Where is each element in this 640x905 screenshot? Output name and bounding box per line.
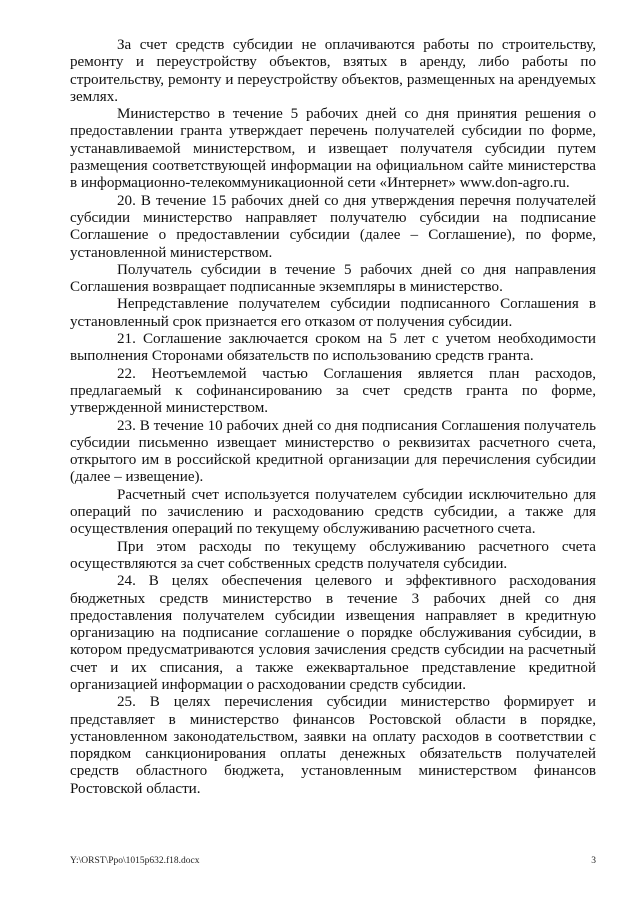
paragraph: Министерство в течение 5 рабочих дней со дня принятия решения о предоставлении гранта утверждает перечень получателей субсидии по форме, устанавливаемой министерством, и извещает получателя субсидии путем размещения соответствующей информации на официальном сайте министерства в информационно-телекоммуникационной сети «Интернет» www.don-agro.ru. [70,106,596,192]
paragraph: 25. В целях перечисления субсидии министерство формирует и представляет в министерство финансов Ростовской области в порядке, установленном законодательством, заявки на оплату расходов в соответствии с порядком санкционирования оплаты денежных обязательств получателей средств областного бюджета, установленным министерством финансов Ростовской области. [70,694,596,797]
paragraph: 20. В течение 15 рабочих дней со дня утверждения перечня получателей субсидии министерство направляет получателю субсидии на подписание Соглашение о предоставлении субсидии (далее – Соглашение), по форме, установленной министерством. [70,192,596,261]
paragraph: При этом расходы по текущему обслуживанию расчетного счета осуществляются за счет собственных средств получателя субсидии. [70,538,596,572]
paragraph: 21. Соглашение заключается сроком на 5 лет с учетом необходимости выполнения Сторонами обязательств по использованию средств гранта. [70,331,596,365]
document-body [70,37,596,798]
paragraph: 23. В течение 10 рабочих дней со дня подписания Соглашения получатель субсидии письменно извещает министерство о реквизитах расчетного счета, открытого им в российской кредитной организации для перечисления субсидии (далее – извещение). [70,417,596,486]
paragraph: 24. В целях обеспечения целевого и эффективного расходования бюджетных средств министерство в течение 3 рабочих дней со дня предоставления получателем субсидии извещения направляет в кредитную организацию на подписание соглашение о порядке обслуживания субсидии, в котором предусматриваются условия зачисления средств субсидии на расчетный счет и их списания, а также ежеквартальное представление кредитной организацией информации о расходовании средств субсидии. [70,573,596,693]
footer-file-path: Y:\ORST\Ppo\1015p632.f18.docx [70,856,200,866]
page-number: 3 [591,856,596,866]
paragraph: Расчетный счет используется получателем субсидии исключительно для операций по зачислению и расходованию средств субсидии, а также для осуществления операций по текущему обслуживанию расчетного счета. [70,486,596,538]
paragraph: Непредставление получателем субсидии подписанного Соглашения в установленный срок признается его отказом от получения субсидии. [70,296,596,330]
paragraph: 22. Неотъемлемой частью Соглашения является план расходов, предлагаемый к софинансированию за счет средств гранта по форме, утвержденной министерством. [70,365,596,417]
paragraph: Получатель субсидии в течение 5 рабочих дней со дня направления Соглашения возвращает подписанные экземпляры в министерство. [70,261,596,296]
paragraph: За счет средств субсидии не оплачиваются работы по строительству, ремонту и переустройству объектов, взятых в аренду, либо работы по строительству, ремонту и переустройству объектов, размещенных на арендуемых землях. [70,37,596,105]
